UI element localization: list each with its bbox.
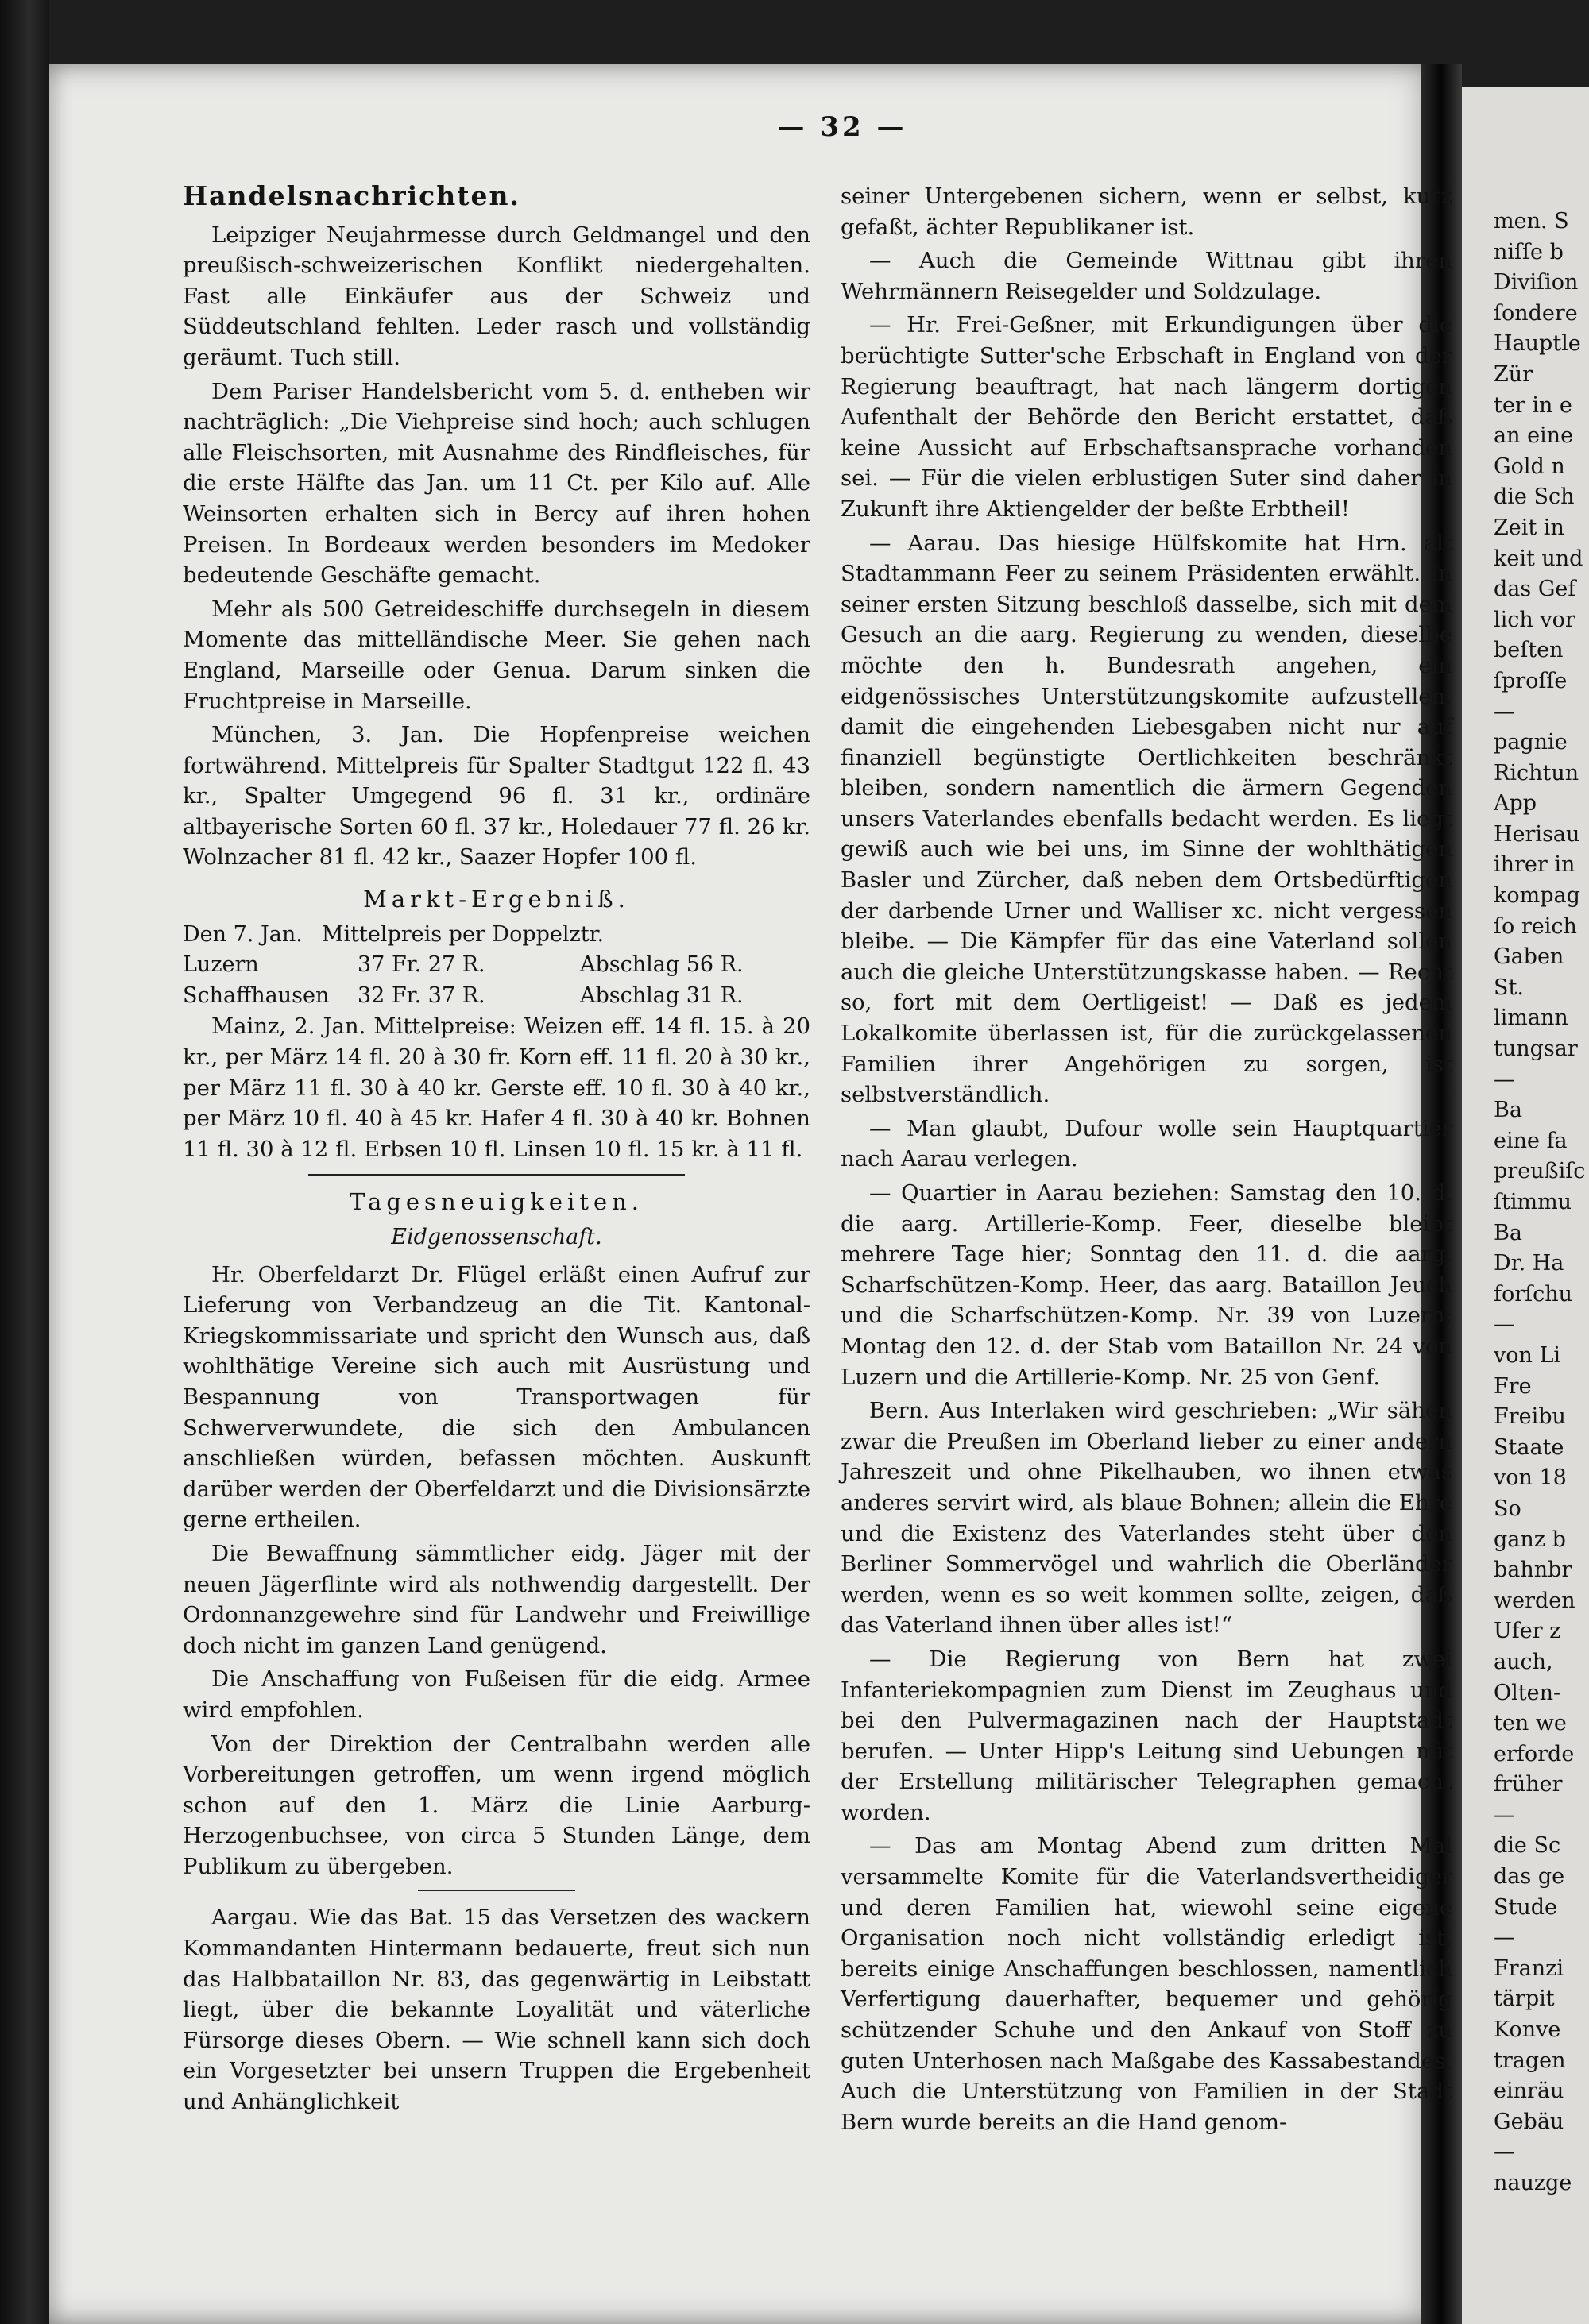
adjacent-page-line: App [1494, 791, 1537, 816]
adjacent-page-line: forſchu [1494, 1281, 1573, 1307]
adjacent-page-line: das ge [1494, 1864, 1565, 1890]
article-paragraph: — Man glaubt, Dufour wolle sein Hauptquartier nach Aarau verlegen. [841, 1115, 1452, 1172]
market-subtitle: Mittelpreis per Doppelztr. [321, 921, 605, 947]
adjacent-page-line: Herisau [1494, 821, 1580, 847]
adjacent-page-line: — [1494, 2140, 1515, 2165]
adjacent-page-line: Olten- [1494, 1680, 1561, 1705]
article-paragraph: — Quartier in Aarau beziehen: Samstag den 10. d. die aarg. Artillerie-Komp. Feer, dieselbe bleibt mehrere Tage hier; Sonntag den 11. d. die aarg. Scharfschützen-Komp. Heer, das aarg. Bataillon Jeuch und die Scharfschützen-Komp. Nr. 39 von Luzern; Montag den 12. d. der Stab vom Bataillon Nr. 24 von Luzern und die Artillerie-Komp. Nr. 25 von Genf. [841, 1180, 1452, 1390]
adjacent-page-line: — [1494, 1925, 1515, 1951]
adjacent-page-line: Hauptle [1494, 331, 1581, 357]
market-place: Luzern [183, 952, 259, 978]
article-paragraph: — Aarau. Das hiesige Hülfskomite hat Hrn. alt Stadtammann Feer zu seinem Präsidenten erwählt. In seiner ersten Sitzung beschloß dasselbe, sich mit dem Gesuch an die aarg. Regierung zu wenden, dieselbe möchte den h. Bundesrath angehen, ein eidgenössisches Unterstützungskomite aufzustellen, damit die eingehenden Liebesgaben nicht nur auf finanziell begünstigte Oertlichkeiten beschränkt bleiben, sondern namentlich die ärmern Gegenden unsers Vaterlandes ebenfalls bedacht werden. Es liegt gewiß auch wie bei uns, im Sinne der wohlthätigen Basler und Zürcher, daß neben dem Ortsbedürftigen der darbende Urner und Walliser xc. nicht vergessen bleibe. — Die Kämpfer für das eine Vaterland sollen auch die gleiche Unterstützungskasse haben. — Recht so, fort mit dem Oertligeist! — Daß es jedem Lokalkomite überlassen ist, für die zurückgelassenen Familien ihrer Angehörigen zu sorgen, ist selbstverständlich. [841, 530, 1452, 1108]
adjacent-page-line: nauzge [1494, 2171, 1572, 2195]
article-paragraph: — Die Regierung von Bern hat zwei Infanteriekompagnien zum Dienst im Zeughaus und bei den Pulvermagazinen nach der Hauptstadt berufen. — Unter Hipp's Leitung sind Uebungen mit der Erstellung militärischer Telegraphen gemacht worden. [841, 1646, 1452, 1825]
adjacent-page-line: ſtimmu [1494, 1190, 1572, 1214]
adjacent-page-line: früher [1494, 1772, 1563, 1797]
market-price: 37 Fr. 27 R. [358, 952, 485, 978]
adjacent-page-line: Richtun [1494, 760, 1579, 786]
market-date-line [183, 920, 810, 951]
market-price: 32 Fr. 37 R. [358, 982, 485, 1008]
adjacent-page-line: Diviſion [1494, 270, 1579, 295]
article-paragraph: — Auch die Gemeinde Wittnau gibt ihren Wehrmännern Reisegelder und Soldzulage. [841, 248, 1452, 304]
adjacent-page-line: — [1494, 1312, 1515, 1338]
article-paragraph: Leipziger Neujahrmesse durch Geldmangel und den preußisch-schweizerischen Konflikt niedergehalten. Fast alle Einkäufer aus der Schweiz und Süddeutschland fehlten. Leder rasch und vollständig geräumt. Tuch still. [183, 222, 810, 370]
adjacent-page-line: limann [1494, 1006, 1568, 1031]
adjacent-page-line: ganz b [1494, 1527, 1566, 1552]
adjacent-page-line: ter in e [1494, 392, 1572, 418]
adjacent-page-line: von 18 [1494, 1465, 1567, 1491]
market-row [183, 950, 810, 981]
market-results-heading: Markt-Ergebniß. [363, 886, 630, 913]
article-paragraph: Die Anschaffung von Fußeisen für die eidg. Armee wird empfohlen. [183, 1666, 810, 1723]
adjacent-page-line: St. [1494, 975, 1524, 1000]
adjacent-page-line: — [1494, 699, 1515, 724]
section-divider [308, 1174, 685, 1176]
adjacent-page-line: — [1494, 1067, 1515, 1092]
short-divider [418, 1890, 575, 1891]
adjacent-page-line: auch, [1494, 1649, 1553, 1674]
article-paragraph: Dem Pariser Handelsbericht vom 5. d. entheben wir nachträglich: „Die Viehpreise sind hoch; auch schlugen alle Fleischsorten, mit Ausnahme des Rindfleisches, für die erste Hälfte das Jan. um 11 Ct. per Kilo auf. Alle Weinsorten erhalten sich in Bercy auf ihren hohen Preisen. In Bordeaux werden besonders im Medoker bedeutende Geschäfte gemacht. [183, 378, 810, 589]
adjacent-page-line: ſproſſe [1494, 668, 1568, 693]
adjacent-page-line: das Gef [1494, 577, 1576, 602]
daily-news-heading: Tagesneuigkeiten. [349, 1188, 644, 1216]
adjacent-page-line: Freibu [1494, 1404, 1566, 1430]
article-paragraph: Aargau. Wie das Bat. 15 das Versetzen des wackern Kommandanten Hintermann bedauerte, freut sich nun das Halbbataillon Nr. 83, das gegenwärtig in Leibstatt liegt, über die bekannte Loyalität und väterliche Fürsorge dieses Obern. — Wie schnell kann sich doch ein Vorgesetzter bei unsern Truppen die Ergebenheit und Anhänglichkeit [183, 1905, 810, 2115]
article-paragraph: seiner Untergebenen sichern, wenn er selbst, kurz gefaßt, ächter Republikaner ist. [841, 183, 1452, 240]
adjacent-page-line: Staate [1494, 1434, 1564, 1460]
article-paragraph: Die Bewaffnung sämmtlicher eidg. Jäger mit der neuen Jägerflinte wird als nothwendig dargestellt. Der Ordonnanzgewehre sind für Landwehr und Freiwillige doch nicht im ganzen Land genügend. [183, 1540, 810, 1658]
article-paragraph: — Hr. Frei-Geßner, mit Erkundigungen über die berüchtigte Sutter'sche Erbschaft in England von der Regierung beauftragt, hat nach längerm dortigen Aufenthalt der Behörde den Bericht erstattet, daß keine Aussicht auf Erbschaftsansprache vorhanden sei. — Für die vielen erblustigen Suter sind daher in Zukunft ihre Aktiengelder der beßte Erbtheil! [841, 312, 1452, 522]
article-paragraph: Mehr als 500 Getreideschiffe durchsegeln in diesem Momente das mittelländische Meer. Sie gehen nach England, Marseille oder Genua. Darum sinken die Fruchtpreise in Marseille. [183, 596, 810, 714]
adjacent-page-line: ihrer in [1494, 852, 1575, 878]
adjacent-page-line: ſondere [1494, 300, 1578, 326]
adjacent-page-line: Fre [1494, 1373, 1532, 1399]
adjacent-page-line: eine fa [1494, 1128, 1568, 1153]
adjacent-page-fragment [1462, 87, 1589, 2324]
adjacent-page-line: Ufer z [1494, 1619, 1561, 1644]
adjacent-page-line: kompag [1494, 883, 1580, 909]
adjacent-page-line: tärpit [1494, 1986, 1555, 2012]
page-number: — 32 — [777, 111, 907, 143]
article-paragraph: München, 3. Jan. Die Hopfenpreise weichen fortwährend. Mittelpreis für Spalter Stadtgut 122 fl. 43 kr., Spalter Umgegend 96 fl. 31 kr., ordinäre altbayerische Sorten 60 fl. 37 kr., Holedauer 77 fl. 26 kr. Wolnzacher 81 fl. 42 kr., Saazer Hopfer 100 fl. [183, 722, 810, 871]
article-paragraph: Bern. Aus Interlaken wird geschrieben: „Wir sähen zwar die Preußen im Oberland lieber zu einer andern Jahreszeit und ohne Pikelhauben, wo ihnen etwas anderes servirt wird, als blaue Bohnen; allein die Ehre und die Existenz des Vaterlandes steht über den Berliner Sommervögel und wahrlich die Oberländer werden, wenn es so weit kommen sollte, zeigen, daß das Vaterland ihnen über alles ist!“ [841, 1398, 1452, 1639]
adjacent-page-line: Zeit in [1494, 515, 1564, 540]
market-date: Den 7. Jan. [183, 921, 303, 947]
adjacent-page-line: men. S [1494, 209, 1569, 234]
adjacent-page-line: ten we [1494, 1711, 1567, 1736]
article-paragraph: Von der Direktion der Centralbahn werden alle Vorbereitungen getroffen, um wenn irgend möglich schon auf den 1. März die Linie Aarburg-Herzogenbuchsee, von circa 5 Stunden Länge, dem Publikum zu übergeben. [183, 1731, 810, 1879]
book-binding [0, 0, 49, 2324]
article-paragraph: Mainz, 2. Jan. Mittelpreise: Weizen eff. 14 fl. 15. à 20 kr., per März 14 fl. 20 à 30 fr. Korn eff. 11 fl. 20 à 30 kr., per März 11 fl. 30 à 40 kr. Gerste eff. 10 fl. 30 à 40 kr., per März 10 fl. 40 à 45 kr. Hafer 4 fl. 30 à 40 kr. Bohnen 11 fl. 30 à 12 fl. Erbsen 10 fl. Linsen 10 fl. 15 kr. à 11 fl. [183, 1013, 810, 1162]
adjacent-page-line: preußiſc [1494, 1159, 1586, 1184]
adjacent-page-line: Gold n [1494, 454, 1565, 479]
adjacent-page-line: werden [1494, 1588, 1575, 1613]
adjacent-page-line: einräu [1494, 2079, 1564, 2104]
confederation-subheading: Eidgenossenschaft. [391, 1225, 602, 1249]
adjacent-page-line: — [1494, 1802, 1515, 1828]
adjacent-page-line: Zür [1494, 361, 1533, 387]
adjacent-page-line: niſſe b [1494, 239, 1564, 264]
adjacent-page-line: lich vor [1494, 607, 1575, 632]
adjacent-page-line: keit und [1494, 546, 1583, 571]
adjacent-page-line: beſten [1494, 638, 1564, 663]
adjacent-page-line: erforde [1494, 1741, 1575, 1766]
article-paragraph: — Das am Montag Abend zum dritten Mal versammelte Komite für die Vaterlandsvertheidiger und deren Familien hat, wiewohl seine eigene Organisation noch nicht vollständig erledigt ist, bereits einige Anschaffungen beschlossen, namentlich Verfertigung dauerhafter, bequemer und gehörig schützender Schuhe und den Ankauf von Stoff zu guten Unterhosen nach Maßgabe des Kassabestandes. Auch die Unterstützung von Familien in der Stadt Bern wurde bereits an die Hand genom- [841, 1833, 1452, 2135]
adjacent-page-line: Ba [1494, 1098, 1522, 1123]
market-change: Abschlag 31 R. [580, 982, 744, 1008]
adjacent-page-line: die Sch [1494, 484, 1575, 510]
adjacent-page-line: Gebäu [1494, 2109, 1564, 2134]
market-place: Schaffhausen [183, 982, 330, 1008]
article-paragraph: Hr. Oberfeldarzt Dr. Flügel erläßt einen Aufruf zur Lieferung von Verbandzeug an die Tit. Kantonal-Kriegskommissariate und spricht den Wunsch aus, daß wohlthätige Vereine sich auch mit Ausrüstung und Bespannung von Transportwagen für Schwerverwundete, die sich den Ambulancen anschließen würden, befassen möchten. Auskunft darüber werden der Oberfeldarzt und die Divisionsärzte gerne ertheilen. [183, 1261, 810, 1533]
adjacent-page-line: ſo reich [1494, 913, 1577, 939]
market-change: Abschlag 56 R. [580, 952, 744, 978]
right-column [841, 181, 1452, 2141]
market-row [183, 981, 810, 1012]
adjacent-page-line: tragen [1494, 2048, 1566, 2073]
adjacent-page-line: pagnie [1494, 730, 1568, 755]
adjacent-page-line: tungsar [1494, 1037, 1578, 1062]
adjacent-page-text [1462, 87, 1589, 2199]
adjacent-page-line: Ba [1494, 1220, 1522, 1245]
adjacent-page-line: die Sc [1494, 1833, 1561, 1859]
adjacent-page-line: bahnbr [1494, 1558, 1572, 1583]
left-column [183, 181, 810, 2121]
section-heading-trade: Handelsnachrichten. [183, 180, 520, 211]
adjacent-page-line: an eine [1494, 423, 1574, 449]
adjacent-page-line: Dr. Ha [1494, 1251, 1564, 1276]
adjacent-page-line: Franzi [1494, 1955, 1564, 1981]
adjacent-page-line: So [1494, 1496, 1521, 1521]
adjacent-page-line: Stude [1494, 1894, 1557, 1920]
adjacent-page-line: von Li [1494, 1342, 1561, 1368]
adjacent-page-line: Gaben [1494, 944, 1564, 970]
adjacent-page-line: Konve [1494, 2017, 1561, 2043]
